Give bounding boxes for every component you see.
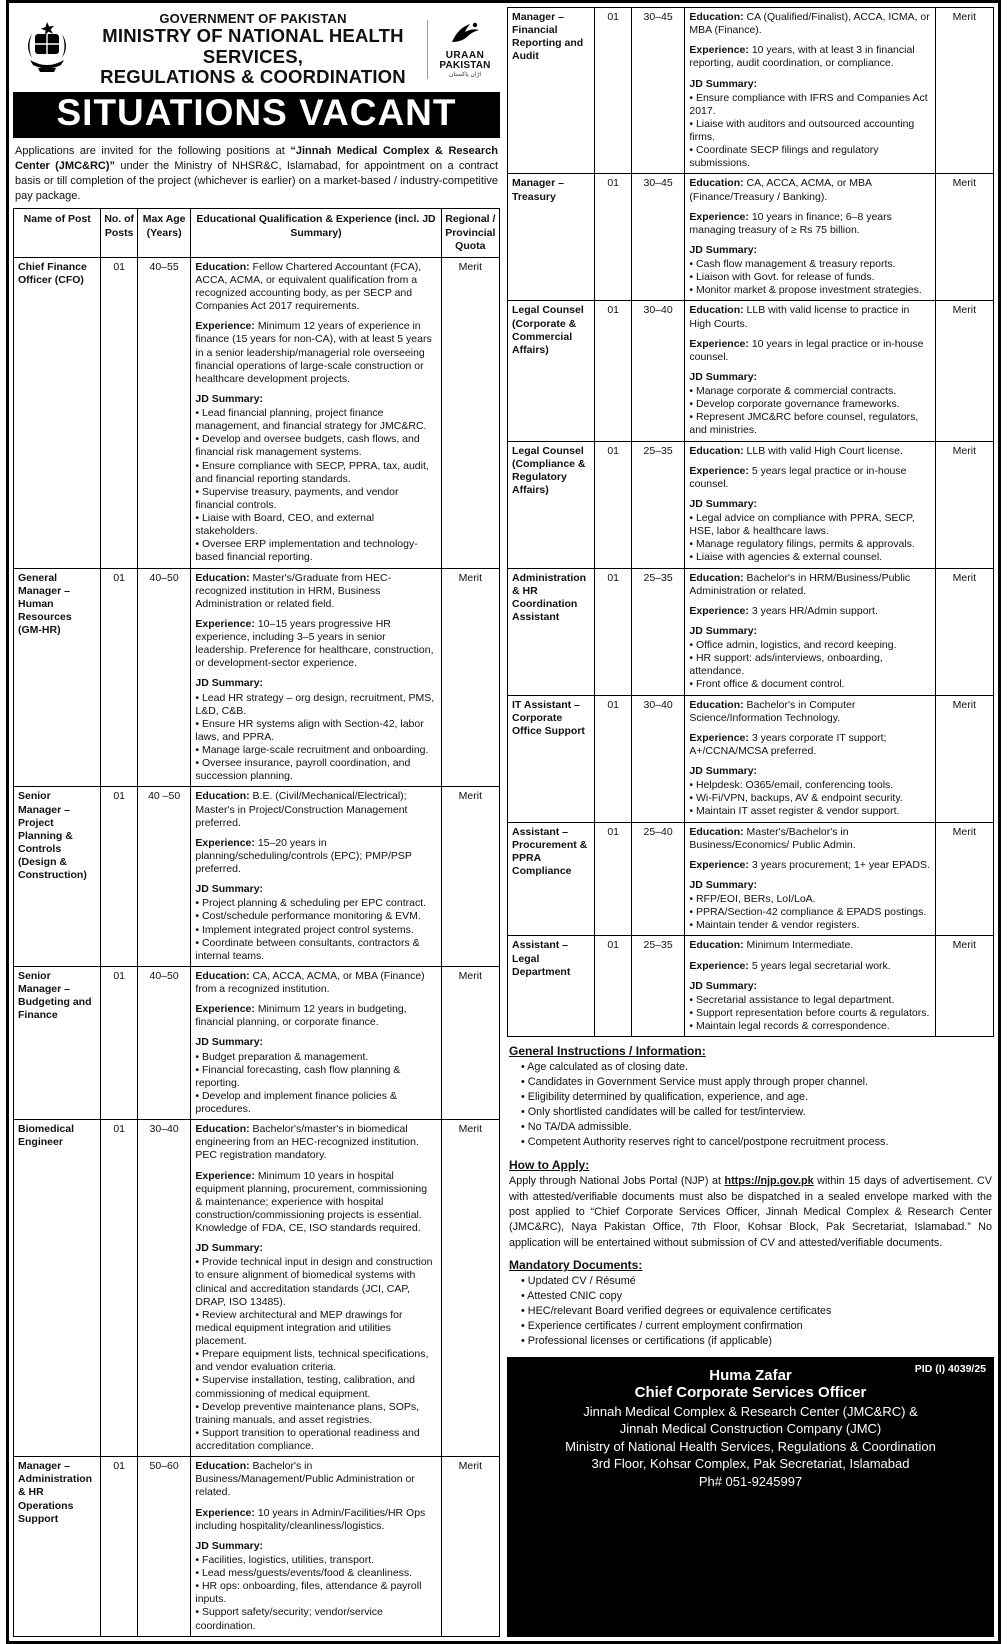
list-item: • Age calculated as of closing date. (521, 1061, 689, 1074)
left-column (13, 7, 500, 1637)
jd-bullet: • Coordinate SECP filings and regulatory submissions. (689, 144, 879, 170)
signature-footer (507, 1357, 994, 1637)
apply-pre: Apply through National Jobs Portal (NJP) at (509, 1175, 725, 1188)
jd-summary-label (689, 765, 930, 778)
quota-cell: Merit (935, 568, 993, 695)
job-row (14, 257, 500, 568)
jd-bullet: • Supervise treasury, payments, and vendor financial controls. (195, 485, 399, 511)
qualification-cell (685, 301, 935, 441)
section-label: Experience: (195, 320, 258, 333)
section-paragraph: Education: Bachelor's/master's in biomedical engineering from an HEC-recognized institution. PEC registration mandatory. (195, 1123, 419, 1162)
jd-bullet: • RFP/EOI, BERs, LoI/LoA. (689, 893, 816, 905)
qualification-cell (191, 787, 441, 967)
max-age-cell: 25–35 (631, 568, 684, 695)
jd-bullet: • Represent JMC&RC before counsel, regulators, and ministries. (689, 411, 919, 437)
jd-bullet: • Lead HR strategy – org design, recruitment, PMS, L&D, C&B. (195, 691, 435, 717)
section-label: JD Summary: (195, 1539, 264, 1552)
footer-address-lines (517, 1403, 984, 1491)
footer-line: 3rd Floor, Kohsar Complex, Pak Secretariat, Islamabad (591, 1456, 910, 1472)
section-paragraph: Experience: 10 years in Admin/Facilities/HR Ops including hospitality/cleanliness/logistics. (195, 1506, 426, 1532)
job-row (14, 1457, 500, 1637)
jd-bullet: • Monitor market & propose investment strategies. (689, 284, 922, 297)
quota-cell: Merit (935, 695, 993, 822)
col-header-no-of-posts: No. of Posts (101, 209, 137, 257)
post-name-cell: Manager – Treasury (508, 174, 595, 301)
max-age-cell: 25–40 (631, 822, 684, 936)
job-row (508, 174, 994, 301)
qualification-cell (191, 1120, 441, 1457)
table-header-row (14, 209, 500, 257)
section-paragraph: Education: LLB with valid license to practice in High Courts. (689, 304, 910, 330)
quota-cell: Merit (935, 441, 993, 568)
col-header-quota: Regional / Provincial Quota (441, 209, 499, 257)
uraan-label-2: PAKISTAN (439, 60, 491, 72)
job-row (14, 787, 500, 967)
max-age-cell: 30–40 (631, 695, 684, 822)
pakistan-emblem-icon (15, 16, 79, 83)
job-row (14, 966, 500, 1119)
jd-bullet: • HR support: ads/interviews, onboarding, attendance. (689, 652, 883, 678)
section-paragraph: Experience: 5 years legal secretarial work. (689, 959, 891, 972)
jd-bullet: • Lead mess/guests/events/food & cleanliness. (195, 1567, 413, 1579)
jd-bullet: • Ensure HR systems align with Section-42, labor laws, and PPRA. (195, 717, 424, 743)
section-label: Education: (195, 260, 253, 273)
qualification-cell (685, 695, 935, 822)
jd-bullet: • Supervise installation, testing, calibration, and commissioning of medical equipment. (195, 1374, 415, 1400)
section-label: Experience: (195, 1003, 258, 1016)
footer-line: Jinnah Medical Construction Company (JMC) (619, 1421, 882, 1437)
intro-paragraph (15, 144, 498, 203)
jd-bullet: • Develop and implement finance policies & procedures. (195, 1089, 397, 1115)
section-paragraph: Education: Master's/Bachelor's in Business/Economics/ Public Admin. (689, 825, 856, 851)
jd-summary-label (689, 625, 930, 638)
section-label: Experience: (689, 959, 752, 972)
section-paragraph: Experience: 10 years, with at least 3 in financial reporting, audit coordination, or compliance. (689, 44, 915, 70)
footer-line: Ph# 051-9245997 (698, 1473, 803, 1489)
job-row (14, 568, 500, 787)
section-label: Education: (689, 444, 747, 457)
jd-bullet: • Office admin, logistics, and record keeping. (689, 639, 897, 651)
job-row (508, 695, 994, 822)
jd-bullet: • Develop preventive maintenance plans, SOPs, training manuals, and asset registries. (195, 1400, 420, 1426)
jd-bullet: • Maintain IT asset register & vendor support. (689, 805, 900, 818)
qualification-cell (191, 1457, 441, 1637)
post-name-cell: Chief Finance Officer (CFO) (14, 257, 101, 568)
mandatory-documents-heading: Mandatory Documents: (509, 1258, 643, 1273)
section-label: Education: (195, 790, 253, 803)
job-row (14, 1120, 500, 1457)
section-label: JD Summary: (195, 1036, 264, 1049)
section-label: Experience: (195, 836, 258, 849)
masthead (13, 7, 500, 90)
section-label: Experience: (689, 731, 752, 744)
quota-cell: Merit (935, 8, 993, 174)
jd-bullet: • Cash flow management & treasury reports. (689, 258, 896, 270)
jd-bullet: • Implement integrated project control systems. (195, 923, 414, 936)
section-paragraph: Education: Minimum Intermediate. (689, 939, 854, 952)
jd-bullet: • Liaise with agencies & external counsel. (689, 551, 883, 564)
jd-bullet: • Provide technical input in design and construction to ensure alignment of biomedical systems with clinical and accreditation standards (JCI, CAP, DRAP, ISO 13485). (195, 1256, 433, 1308)
mandatory-documents-section (509, 1255, 992, 1350)
intro-post: under the Ministry of NHSR&C, Islamabad, for appointment on a contract basis or till completion of the project (whichever is earlier) on a market-based / industry-competitive pay package. (15, 159, 499, 202)
section-label: Education: (689, 304, 747, 317)
advertisement (6, 0, 1001, 1644)
posts-count-cell: 01 (101, 1457, 137, 1637)
max-age-cell: 30–45 (631, 8, 684, 174)
pid-number: PID (I) 4039/25 (914, 1362, 986, 1375)
max-age-cell: 40 –50 (137, 787, 190, 967)
jd-bullet: • Budget preparation & management. (195, 1050, 369, 1063)
max-age-cell: 40–55 (137, 257, 190, 568)
general-instructions-section (509, 1041, 992, 1151)
jd-bullet: • Manage regulatory filings, permits & approvals. (689, 538, 915, 551)
jd-bullet: • HR ops: onboarding, files, attendance & payroll inputs. (195, 1580, 422, 1606)
footer-line: Ministry of National Health Services, Regulations & Coordination (565, 1438, 936, 1454)
section-paragraph: Education: CA, ACCA, ACMA, or MBA (Finance/Treasury / Banking). (689, 177, 872, 203)
jd-summary-label (195, 1242, 436, 1255)
posts-count-cell: 01 (595, 8, 631, 174)
qualification-cell (191, 257, 441, 568)
list-item: • Attested CNIC copy (521, 1290, 622, 1302)
quota-cell: Merit (935, 822, 993, 936)
jd-bullet: • Cost/schedule performance monitoring & EVM. (195, 910, 421, 923)
section-label: JD Summary: (195, 677, 264, 690)
section-label: Experience: (689, 604, 752, 617)
jd-bullet: • Support transition to operational readiness and accreditation compliance. (195, 1426, 420, 1452)
col-header-qualification: Educational Qualification & Experience (incl. JD Summary) (191, 209, 441, 257)
ministry-line-2: REGULATIONS & COORDINATION (100, 66, 406, 88)
jd-bullet: • Prepare equipment lists, technical specifications, and vendor evaluation criteria. (195, 1348, 429, 1374)
section-paragraph: Experience: 3 years procurement; 1+ year EPADS. (689, 858, 930, 871)
jd-bullet: • Project planning & scheduling per EPC contract. (195, 897, 427, 910)
list-item: • Experience certificates / current employment confirmation (521, 1319, 803, 1332)
list-item: • Updated CV / Résumé (521, 1275, 636, 1288)
section-paragraph: Education: Bachelor's in Business/Management/Public Administration or related. (195, 1460, 415, 1499)
job-row (508, 568, 994, 695)
quota-cell: Merit (935, 936, 993, 1037)
jd-bullet: • Lead financial planning, project finance management, and financial strategy for JMC&RC. (195, 407, 427, 433)
list-item: • Professional licenses or certifications (if applicable) (521, 1334, 773, 1347)
posts-count-cell: 01 (595, 441, 631, 568)
post-name-cell: Assistant – Legal Department (508, 936, 595, 1037)
jd-bullet: • Financial forecasting, cash flow planning & reporting. (195, 1063, 401, 1089)
qualification-cell (685, 822, 935, 936)
jd-bullet: • Coordinate between consultants, contractors & internal teams. (195, 936, 420, 962)
post-name-cell: Legal Counsel (Corporate & Commercial Affairs) (508, 301, 595, 441)
jd-bullet: • Maintain legal records & correspondence. (689, 1020, 890, 1032)
posts-count-cell: 01 (595, 568, 631, 695)
mandatory-documents-list (521, 1274, 992, 1348)
section-label: Education: (689, 825, 747, 838)
section-label: Education: (689, 571, 747, 584)
how-to-apply-heading: How to Apply: (509, 1158, 590, 1173)
max-age-cell: 25–35 (631, 936, 684, 1037)
jobs-table-right (507, 7, 994, 1037)
post-name-cell: Biomedical Engineer (14, 1120, 101, 1457)
job-row (508, 441, 994, 568)
jd-summary-label (195, 677, 436, 690)
section-paragraph: Experience: Minimum 12 years of experience in finance (15 years for non-CA), with at least 5 years in a senior leadership/managerial role overseeing financial operations of large-scale construction or healthcare development projects. (195, 320, 432, 385)
posts-count-cell: 01 (101, 257, 137, 568)
uraan-label-1: URAAN (445, 49, 485, 61)
right-column (507, 7, 994, 1637)
posts-count-cell: 01 (595, 695, 631, 822)
section-label: JD Summary: (689, 243, 758, 256)
list-item: • Only shortlisted candidates will be called for test/interview. (521, 1105, 806, 1118)
quota-cell: Merit (935, 301, 993, 441)
max-age-cell: 50–60 (137, 1457, 190, 1637)
max-age-cell: 30–40 (631, 301, 684, 441)
quota-cell: Merit (441, 1120, 499, 1457)
section-paragraph: Experience: Minimum 12 years in budgeting, financial planning, or corporate finance. (195, 1003, 407, 1029)
section-label: Experience: (195, 1506, 258, 1519)
jd-bullet: • Support representation before courts & regulators. (689, 1006, 930, 1019)
jd-bullet: • Develop and oversee budgets, cash flows, and financial risk management systems. (195, 433, 420, 459)
max-age-cell: 40–50 (137, 568, 190, 787)
government-line: GOVERNMENT OF PAKISTAN (159, 11, 347, 26)
section-label: JD Summary: (689, 979, 758, 992)
jd-bullet: • Wi-Fi/VPN, backups, AV & endpoint security. (689, 792, 903, 805)
jd-bullet: • Develop corporate governance frameworks. (689, 398, 900, 411)
section-label: Experience: (689, 464, 752, 477)
jd-bullet: • PPRA/Section-42 compliance & EPADS postings. (689, 906, 927, 919)
qualification-cell (685, 568, 935, 695)
section-paragraph: Experience: 5 years legal practice or in-house counsel. (689, 464, 907, 490)
quota-cell: Merit (441, 787, 499, 967)
jd-summary-label (195, 393, 436, 406)
situations-vacant-banner: SITUATIONS VACANT (13, 92, 500, 138)
list-item: • Eligibility determined by qualification, experience, and age. (521, 1090, 809, 1103)
jd-bullet: • Facilities, logistics, utilities, transport. (195, 1553, 375, 1566)
post-name-cell: Senior Manager – Budgeting and Finance (14, 966, 101, 1119)
section-paragraph: Experience: 15–20 years in planning/scheduling/controls (EPC); PMP/PSP preferred. (195, 836, 412, 875)
list-item: • Candidates in Government Service must apply through proper channel. (521, 1076, 869, 1089)
section-label: Education: (195, 1123, 253, 1136)
general-instructions-list (521, 1060, 992, 1149)
apply-post: within 15 days of advertisement. CV with attested/verifiable documents must also be dispatched in a sealed envelope marked with the post applied to “Chief Corporate Services Officer, Jinnah Medical Complex & Research Center (JMC&RC), Naya Pakistan Office, 7th Floor, Kohsar Block, Pak Secretariat, Islamabad.” No application will be entertained without submission of CV and attested/verifiable documents. (509, 1175, 993, 1249)
jd-bullet: • Liaise with Board, CEO, and external stakeholders. (195, 512, 375, 538)
job-row (508, 936, 994, 1037)
jd-bullet: • Manage large-scale recruitment and onboarding. (195, 744, 429, 756)
section-label: Education: (195, 571, 253, 584)
job-row (508, 301, 994, 441)
how-to-apply-text (509, 1174, 992, 1251)
posts-count-cell: 01 (595, 936, 631, 1037)
section-label: Experience: (689, 858, 752, 871)
quota-cell: Merit (441, 966, 499, 1119)
section-label: Experience: (195, 1169, 258, 1182)
posts-count-cell: 01 (101, 787, 137, 967)
section-label: JD Summary: (195, 392, 264, 405)
post-name-cell: Legal Counsel (Compliance & Regulatory Affairs) (508, 441, 595, 568)
quota-cell: Merit (935, 174, 993, 301)
section-label: Experience: (689, 44, 752, 57)
post-name-cell: IT Assistant – Corporate Office Support (508, 695, 595, 822)
quota-cell: Merit (441, 1457, 499, 1637)
section-paragraph: Education: Bachelor's in HRM/Business/Public Administration or related. (689, 571, 911, 597)
section-label: Education: (689, 177, 747, 190)
section-paragraph: Experience: Minimum 10 years in hospital equipment planning, procurement, commissioning & maintenance; experience with hospital construction/commissioning projects is essential. Knowledge of FDA, CE, ISO standards required. (195, 1169, 428, 1234)
intro-bold: “Jinnah Medical Complex & Research Center (JMC&RC)” (15, 145, 498, 172)
signatory-title: Chief Corporate Services Officer (634, 1383, 867, 1401)
jd-bullet: • Front office & document control. (689, 678, 845, 691)
posts-count-cell: 01 (101, 1120, 137, 1457)
post-name-cell: Senior Manager – Project Planning & Controls (Design & Construction) (14, 787, 101, 967)
max-age-cell: 30–45 (631, 174, 684, 301)
max-age-cell: 40–50 (137, 966, 190, 1119)
section-paragraph: Education: Master's/Graduate from HEC-recognized institution in HRM, Business Administration or related field. (195, 571, 392, 610)
jd-bullet: • Oversee insurance, payroll coordination, and succession planning. (195, 757, 411, 783)
jobs-table-left (13, 208, 500, 1636)
uraan-bird-icon (448, 20, 482, 46)
section-label: JD Summary: (689, 370, 758, 383)
max-age-cell: 25–35 (631, 441, 684, 568)
section-paragraph: Education: CA, ACCA, ACMA, or MBA (Finance) from a recognized institution. (195, 969, 425, 995)
jd-summary-label (689, 980, 930, 993)
jd-bullet: • Oversee ERP implementation and technology-based financial reporting. (195, 538, 418, 564)
section-label: JD Summary: (195, 883, 264, 896)
qualification-cell (685, 441, 935, 568)
uraan-urdu-text: اڑان پاکستان (448, 71, 482, 78)
qualification-cell (191, 568, 441, 787)
jd-summary-label (689, 371, 930, 384)
post-name-cell: Assistant – Procurement & PPRA Compliance (508, 822, 595, 936)
section-paragraph: Experience: 3 years corporate IT support; A+/CCNA/MCSA preferred. (689, 731, 887, 757)
post-name-cell: Administration & HR Coordination Assistant (508, 568, 595, 695)
jd-summary-label (195, 1540, 436, 1553)
posts-count-cell: 01 (595, 822, 631, 936)
section-label: JD Summary: (689, 765, 758, 777)
section-label: JD Summary: (689, 77, 758, 90)
intro-pre: Applications are invited for the following positions at (15, 145, 291, 157)
jd-summary-label (195, 1036, 436, 1049)
section-label: Education: (689, 11, 747, 23)
jd-bullet: • Ensure compliance with SECP, PPRA, tax, audit, and financial reporting standards. (195, 459, 429, 485)
post-name-cell: Manager – Financial Reporting and Audit (508, 8, 595, 174)
footer-line: Jinnah Medical Complex & Research Center (JMC&RC) & (583, 1403, 918, 1419)
jd-bullet: • Maintain tender & vendor registers. (689, 919, 860, 932)
section-paragraph: Education: B.E. (Civil/Mechanical/Electrical); Master's in Project/Construction Management preferred. (195, 790, 408, 829)
section-label: Experience: (195, 617, 258, 630)
jd-bullet: • Liaise with auditors and outsourced accounting firms. (689, 117, 915, 143)
jd-bullet: • Support safety/security; vendor/service coordination. (195, 1606, 383, 1632)
section-paragraph: Education: Fellow Chartered Accountant (FCA), ACCA, ACMA, or equivalent qualification from a recognized accounting body, as per SECP and Companies Act 2017 requirements. (195, 260, 422, 313)
section-label: Education: (689, 698, 747, 711)
general-instructions-heading: General Instructions / Information: (509, 1044, 706, 1059)
col-header-name-of-post: Name of Post (14, 209, 101, 257)
jd-summary-label (689, 879, 930, 892)
max-age-cell: 30–40 (137, 1120, 190, 1457)
section-label: JD Summary: (195, 1242, 264, 1255)
qualification-cell (685, 8, 935, 174)
section-paragraph: Education: LLB with valid High Court license. (689, 444, 903, 457)
post-name-cell: Manager – Administration & HR Operations Support (14, 1457, 101, 1637)
posts-count-cell: 01 (101, 568, 137, 787)
section-paragraph: Experience: 3 years HR/Admin support. (689, 604, 878, 617)
jd-bullet: • Liaison with Govt. for release of funds. (689, 271, 875, 284)
jd-summary-label (689, 78, 930, 91)
section-label: Experience: (689, 210, 752, 223)
jd-bullet: • Manage corporate & commercial contracts. (689, 385, 897, 397)
quota-cell: Merit (441, 257, 499, 568)
section-label: JD Summary: (689, 624, 758, 637)
job-row (508, 822, 994, 936)
list-item: • HEC/relevant Board verified degrees or equivalence certificates (521, 1304, 832, 1317)
posts-count-cell: 01 (595, 174, 631, 301)
section-label: JD Summary: (689, 878, 758, 891)
job-row (508, 8, 994, 174)
section-paragraph: Education: CA (Qualified/Finalist), ACCA, ICMA, or MBA (Finance). (689, 11, 930, 37)
list-item: • Competent Authority reserves right to cancel/postpone recruitment process. (521, 1135, 889, 1148)
ministry-line-1: MINISTRY OF NATIONAL HEALTH SERVICES, (102, 25, 404, 67)
quota-cell: Merit (441, 568, 499, 787)
list-item: • No TA/DA admissible. (521, 1120, 632, 1133)
section-label: Experience: (689, 337, 752, 350)
jd-bullet: • Ensure compliance with IFRS and Companies Act 2017. (689, 91, 928, 117)
jd-bullet: • Review architectural and MEP drawings for medical equipment integration and utilities placement. (195, 1308, 403, 1347)
section-paragraph: Education: Bachelor's in Computer Science/Information Technology. (689, 698, 856, 724)
col-header-max-age: Max Age (Years) (137, 209, 190, 257)
section-label: Education: (195, 1460, 253, 1473)
signatory-name: Huma Zafar (709, 1366, 792, 1384)
section-paragraph: Experience: 10 years in finance; 6–8 years managing treasury of ≥ Rs 75 billion. (689, 210, 892, 236)
jd-summary-label (689, 244, 930, 257)
jd-summary-label (689, 498, 930, 511)
jd-bullet: • Helpdesk: O365/email, conferencing tools. (689, 779, 894, 792)
section-label: Education: (689, 939, 747, 952)
jd-summary-label (195, 883, 436, 896)
qualification-cell (191, 966, 441, 1119)
qualification-cell (685, 936, 935, 1037)
section-label: JD Summary: (689, 497, 758, 510)
masthead-titles (85, 11, 421, 88)
uraan-pakistan-logo (427, 20, 498, 79)
jd-bullet: • Secretarial assistance to legal department. (689, 993, 895, 1006)
posts-count-cell: 01 (595, 301, 631, 441)
qualification-cell (685, 174, 935, 301)
section-paragraph: Experience: 10 years in legal practice or in-house counsel. (689, 337, 924, 363)
jd-bullet: • Legal advice on compliance with PPRA, SECP, HSE, labor & healthcare laws. (689, 512, 915, 538)
how-to-apply-section (509, 1155, 992, 1251)
posts-count-cell: 01 (101, 966, 137, 1119)
section-label: Education: (195, 969, 253, 982)
section-paragraph: Experience: 10–15 years progressive HR experience, including 3–5 years in senior leadership. Preference for healthcare, construction, or development-sector experience. (195, 617, 434, 670)
njp-portal-link[interactable]: https://njp.gov.pk (724, 1175, 814, 1188)
post-name-cell: General Manager – Human Resources (GM-HR) (14, 568, 101, 787)
